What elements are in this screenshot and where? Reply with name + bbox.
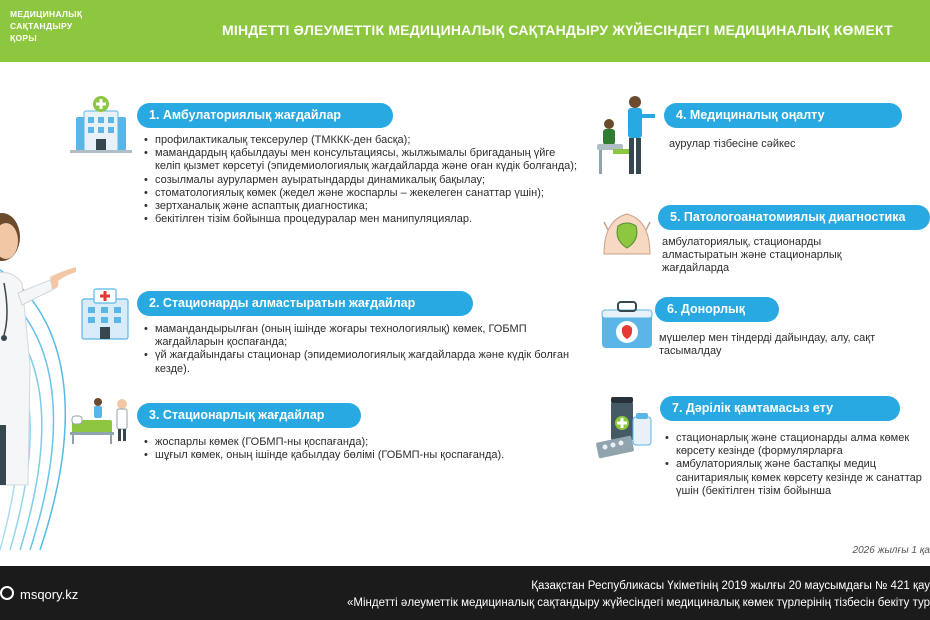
list-item: • зертханалық және аспаптық диагностика;	[141, 200, 581, 213]
section-3-list	[141, 436, 581, 462]
section-5-text: амбулаториялық, стационарды алмастыратын және стационарлық жағдайларда	[662, 236, 842, 275]
list-item: • стоматологиялық көмек (жедел және жоспарлы – жекелеген санаттар үшін);	[141, 187, 581, 200]
list-item: • стационарлық және стационарды алма көмек көрсету кезінде (формулярларға	[662, 432, 930, 458]
pathology-icon	[598, 200, 656, 258]
logo-line: ҚОРЫ	[10, 33, 37, 43]
section-2-list	[141, 323, 581, 376]
list-item: • мамандардың қабылдауы мен консультациясы, жылжымалы бригаданың үйге келіп қызмет көрсетуі (эпидемиологиялық жағдайларда және оған күдік болғанда);	[141, 147, 581, 173]
section-2-title: 2. Стационарды алмастыратын жағдайлар	[137, 291, 473, 316]
header-bar	[0, 0, 930, 62]
hospital-ward-icon	[68, 396, 132, 446]
logo-line: САҚТАНДЫРУ	[10, 21, 73, 31]
footer-legal-line: «Міндетті әлеуметтік медициналық сақтандыру жүйесіндегі медициналық көмек түрлерінің тізбесін бекіту тур	[347, 597, 930, 609]
list-item: • шұғыл көмек, оның ішінде қабылдау бөлімі (ГОБМП-ны қоспағанда).	[141, 449, 581, 462]
list-item: • амбулаториялық және бастапқы медиц санитариялық көмек көрсету кезінде ж санаттар үшін (бекітілген тізім бойынша	[662, 458, 930, 498]
list-item: • мамандандырылған (оның ішінде жоғары технологиялық) көмек, ГОБМП жағдайларын қоспағанда;	[141, 323, 581, 349]
website-link[interactable]: msqory.kz	[20, 587, 79, 602]
hospital-icon	[70, 95, 132, 157]
globe-icon	[0, 586, 14, 600]
section-1-list	[141, 134, 581, 226]
list-item: • профилактикалық тексерулер (ТМККК-ден басқа);	[141, 134, 581, 147]
list-item: • бекітілген тізім бойынша процедуралар мен манипуляциялар.	[141, 213, 581, 226]
section-3-title: 3. Стационарлық жағдайлар	[137, 403, 361, 428]
medicines-icon	[595, 395, 657, 461]
list-item: • жоспарлы көмек (ГОБМП-ны қоспағанда);	[141, 436, 581, 449]
fund-logo[interactable]	[10, 8, 82, 44]
page-title: МІНДЕТТІ ӘЛЕУМЕТТІК МЕДИЦИНАЛЫҚ САҚТАНДЫРУ ЖҮЙЕСІНДЕГІ МЕДИЦИНАЛЫҚ КӨМЕКТ	[222, 22, 893, 38]
footer-legal-line: Қазақстан Республикасы Үкіметінің 2019 жылғы 20 маусымдағы № 421 қау	[531, 580, 930, 592]
section-1-title: 1. Амбулаториялық жағдайлар	[137, 103, 393, 128]
section-7-list	[662, 432, 930, 498]
donor-box-icon	[600, 298, 654, 350]
rehabilitation-icon	[595, 94, 657, 180]
section-6-text: мүшелер мен тіндерді дайындау, алу, сақт тасымалдау	[659, 332, 876, 358]
list-item: • үй жағдайындағы стационар (эпидемиологиялық жағдайларда және күдік болған кезде).	[141, 349, 581, 375]
hospital-building-icon	[78, 285, 132, 341]
section-4-title: 4. Медициналық оңалту	[664, 103, 902, 128]
section-4-text: аурулар тізбесіне сәйкес	[669, 138, 796, 150]
section-5-title: 5. Патологоанатомиялық диагностика	[658, 205, 930, 230]
effective-date-note: 2026 жылғы 1 қа	[852, 545, 930, 556]
footer-bar	[0, 566, 930, 620]
list-item: • созылмалы аурулармен ауыратындарды динамикалық бақылау;	[141, 174, 581, 187]
doctor-illustration	[0, 205, 85, 505]
logo-line: МЕДИЦИНАЛЫҚ	[10, 9, 83, 19]
section-6-title: 6. Донорлық	[655, 297, 779, 322]
section-7-title: 7. Дәрілік қамтамасыз ету	[660, 396, 900, 421]
